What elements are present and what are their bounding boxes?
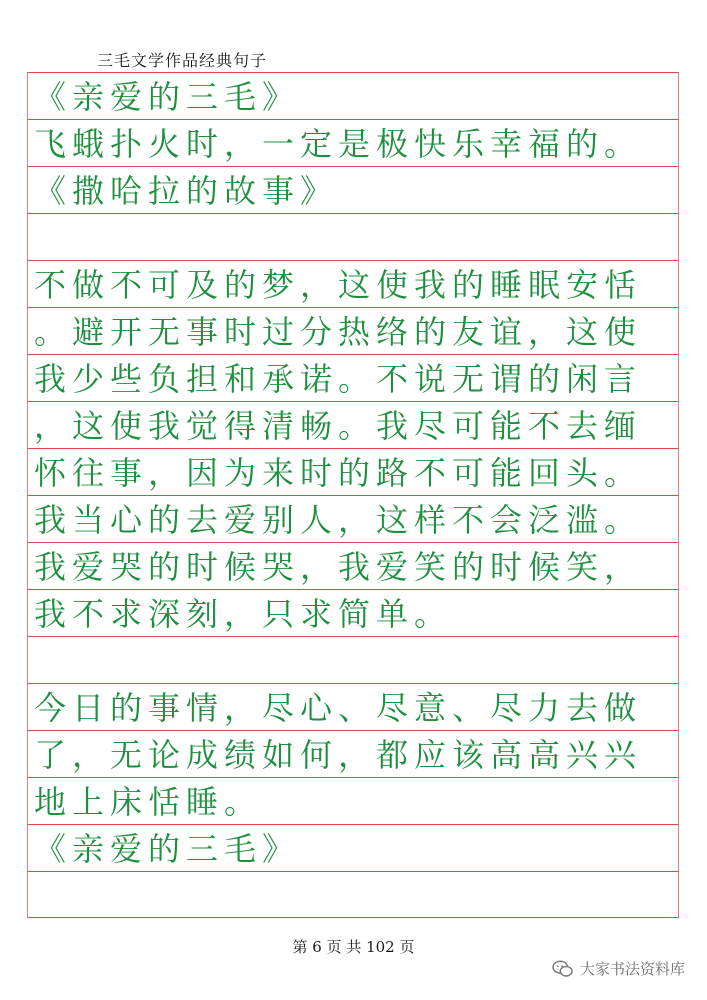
text-line: 不做不可及的梦，这使我的睡眠安恬: [34, 266, 643, 304]
watermark: [552, 958, 685, 979]
text-line: ，这使我觉得清畅。我尽可能不去缅: [34, 407, 643, 445]
grid-row: [28, 260, 678, 307]
grid-row: [28, 354, 678, 401]
text-line: 《撒哈拉的故事》: [34, 172, 339, 210]
text-line: 我当心的去爱别人，这样不会泛滥。: [34, 501, 643, 539]
text-line: 地上床恬睡。: [34, 783, 263, 821]
grid-row: [28, 636, 678, 683]
grid-row: [28, 307, 678, 354]
grid-row: [28, 495, 678, 542]
grid-row: [28, 401, 678, 448]
text-line: 我少些负担和承诺。不说无谓的闲言: [34, 360, 643, 398]
page-number: 第 6 页 共 102 页: [292, 938, 415, 956]
text-line: 。避开无事时过分热络的友谊，这使: [34, 313, 643, 351]
text-line: 飞蛾扑火时，一定是极快乐幸福的。: [34, 125, 643, 163]
wechat-icon: [552, 959, 574, 979]
grid-row: [28, 824, 678, 871]
text-line: 我爱哭的时候哭，我爱笑的时候笑，: [34, 548, 643, 586]
text-line: 了，无论成绩如何，都应该高高兴兴: [34, 736, 643, 774]
grid-row: [28, 777, 678, 824]
writing-grid: [27, 72, 679, 918]
page-header-title: 三毛文学作品经典句子: [97, 51, 268, 70]
text-line: 《亲爱的三毛》: [34, 78, 301, 116]
text-line: 《亲爱的三毛》: [34, 830, 301, 868]
text-line: 怀往事，因为来时的路不可能回头。: [34, 454, 643, 492]
grid-row: [28, 730, 678, 777]
text-line: 今日的事情，尽心、尽意、尽力去做: [34, 689, 643, 727]
grid-row: [28, 119, 678, 166]
grid-row: [28, 871, 678, 918]
grid-row: [28, 589, 678, 636]
grid-row: [28, 72, 678, 119]
grid-row: [28, 542, 678, 589]
watermark-text: 大家书法资料库: [579, 961, 685, 978]
grid-row: [28, 213, 678, 260]
grid-row: [28, 683, 678, 730]
text-line: 我不求深刻，只求简单。: [34, 595, 453, 633]
grid-row: [28, 166, 678, 213]
grid-row: [28, 448, 678, 495]
